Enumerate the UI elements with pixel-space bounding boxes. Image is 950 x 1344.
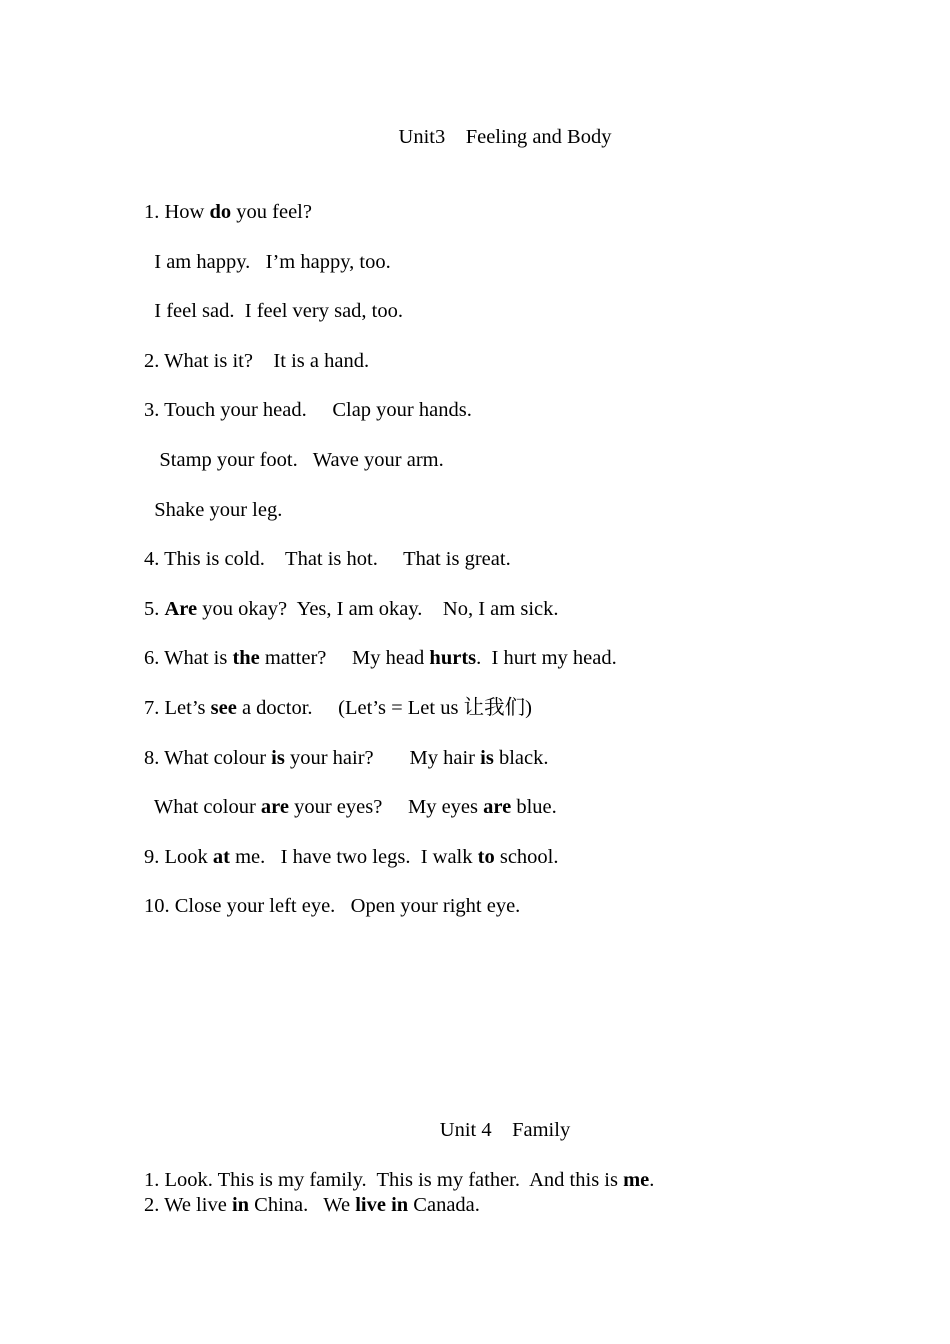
text-segment: me. I have two legs. I walk bbox=[229, 845, 478, 868]
sentence-line bbox=[144, 500, 282, 521]
text-segment: school. bbox=[494, 845, 559, 868]
bold-word: are bbox=[260, 796, 289, 819]
unit3-title: Unit3 Feeling and Body bbox=[398, 126, 612, 148]
text-segment: 3. Touch your head. Clap your hands. bbox=[144, 399, 472, 422]
text-segment: . bbox=[649, 1169, 655, 1191]
text-segment: 5. bbox=[144, 597, 165, 620]
text-segment: 2. We live bbox=[144, 1194, 232, 1216]
sentence-line bbox=[144, 847, 559, 868]
text-segment: your eyes? My eyes bbox=[288, 796, 484, 819]
text-segment: you feel? bbox=[231, 201, 312, 223]
sentence-line bbox=[144, 301, 403, 322]
text-segment: 7. Let’s bbox=[144, 697, 211, 719]
sentence-line bbox=[144, 896, 520, 917]
text-segment: 8. What colour bbox=[144, 746, 272, 769]
bold-word: is bbox=[480, 746, 494, 769]
sentence-line bbox=[144, 252, 391, 273]
sentence-line bbox=[144, 648, 617, 669]
sentence-line bbox=[144, 351, 369, 372]
text-segment: 4. This is cold. That is hot. That is great. bbox=[144, 548, 511, 571]
text-segment: Canada. bbox=[408, 1194, 480, 1216]
text-segment: 10. Close your left eye. Open your right eye. bbox=[144, 895, 521, 918]
text-segment: 1. Look. This is my family. This is my father. And this is bbox=[144, 1169, 624, 1191]
text-segment: matter? My head bbox=[259, 647, 430, 670]
text-segment: Stamp your foot. Wave your arm. bbox=[144, 449, 444, 471]
text-segment: What colour bbox=[144, 796, 261, 819]
sentence-line bbox=[144, 549, 511, 570]
text-segment: a doctor. (Let’s = Let us 让我们) bbox=[236, 697, 532, 719]
bold-word: to bbox=[477, 845, 495, 868]
text-segment: . I hurt my head. bbox=[476, 647, 617, 670]
text-segment: 1. How bbox=[144, 201, 210, 223]
bold-word: do bbox=[209, 201, 232, 223]
sentence-line bbox=[144, 797, 557, 818]
sentence-line bbox=[144, 400, 472, 421]
text-segment: Shake your leg. bbox=[144, 498, 283, 521]
text-segment: blue. bbox=[511, 796, 557, 819]
bold-word: at bbox=[212, 845, 230, 868]
text-segment: 6. What is bbox=[144, 647, 233, 670]
sentence-line bbox=[144, 1170, 654, 1191]
text-segment: I am happy. I’m happy, too. bbox=[144, 250, 391, 273]
bold-word: in bbox=[231, 1194, 250, 1216]
text-segment: I feel sad. I feel very sad, too. bbox=[144, 300, 403, 323]
sentence-line bbox=[144, 202, 312, 223]
sentence-line bbox=[144, 599, 559, 620]
bold-word: see bbox=[210, 697, 237, 719]
text-segment: black. bbox=[493, 746, 549, 769]
bold-word: are bbox=[483, 796, 512, 819]
sentence-line bbox=[144, 698, 532, 719]
text-segment: you okay? Yes, I am okay. No, I am sick. bbox=[197, 597, 559, 620]
text-segment: 2. What is it? It is a hand. bbox=[144, 349, 370, 372]
bold-word: is bbox=[271, 746, 285, 769]
sentence-line bbox=[144, 748, 548, 769]
sentence-line bbox=[144, 450, 444, 471]
text-segment: China. We bbox=[249, 1194, 356, 1216]
text-segment: 9. Look bbox=[144, 845, 213, 868]
bold-word: me bbox=[623, 1169, 650, 1191]
bold-word: the bbox=[232, 647, 260, 670]
sentence-line bbox=[144, 1195, 480, 1216]
bold-word: live in bbox=[355, 1194, 409, 1216]
unit4-title: Unit 4 Family bbox=[439, 1119, 571, 1141]
bold-word: hurts bbox=[429, 647, 477, 670]
bold-word: Are bbox=[164, 597, 198, 620]
text-segment: your hair? My hair bbox=[284, 746, 481, 769]
